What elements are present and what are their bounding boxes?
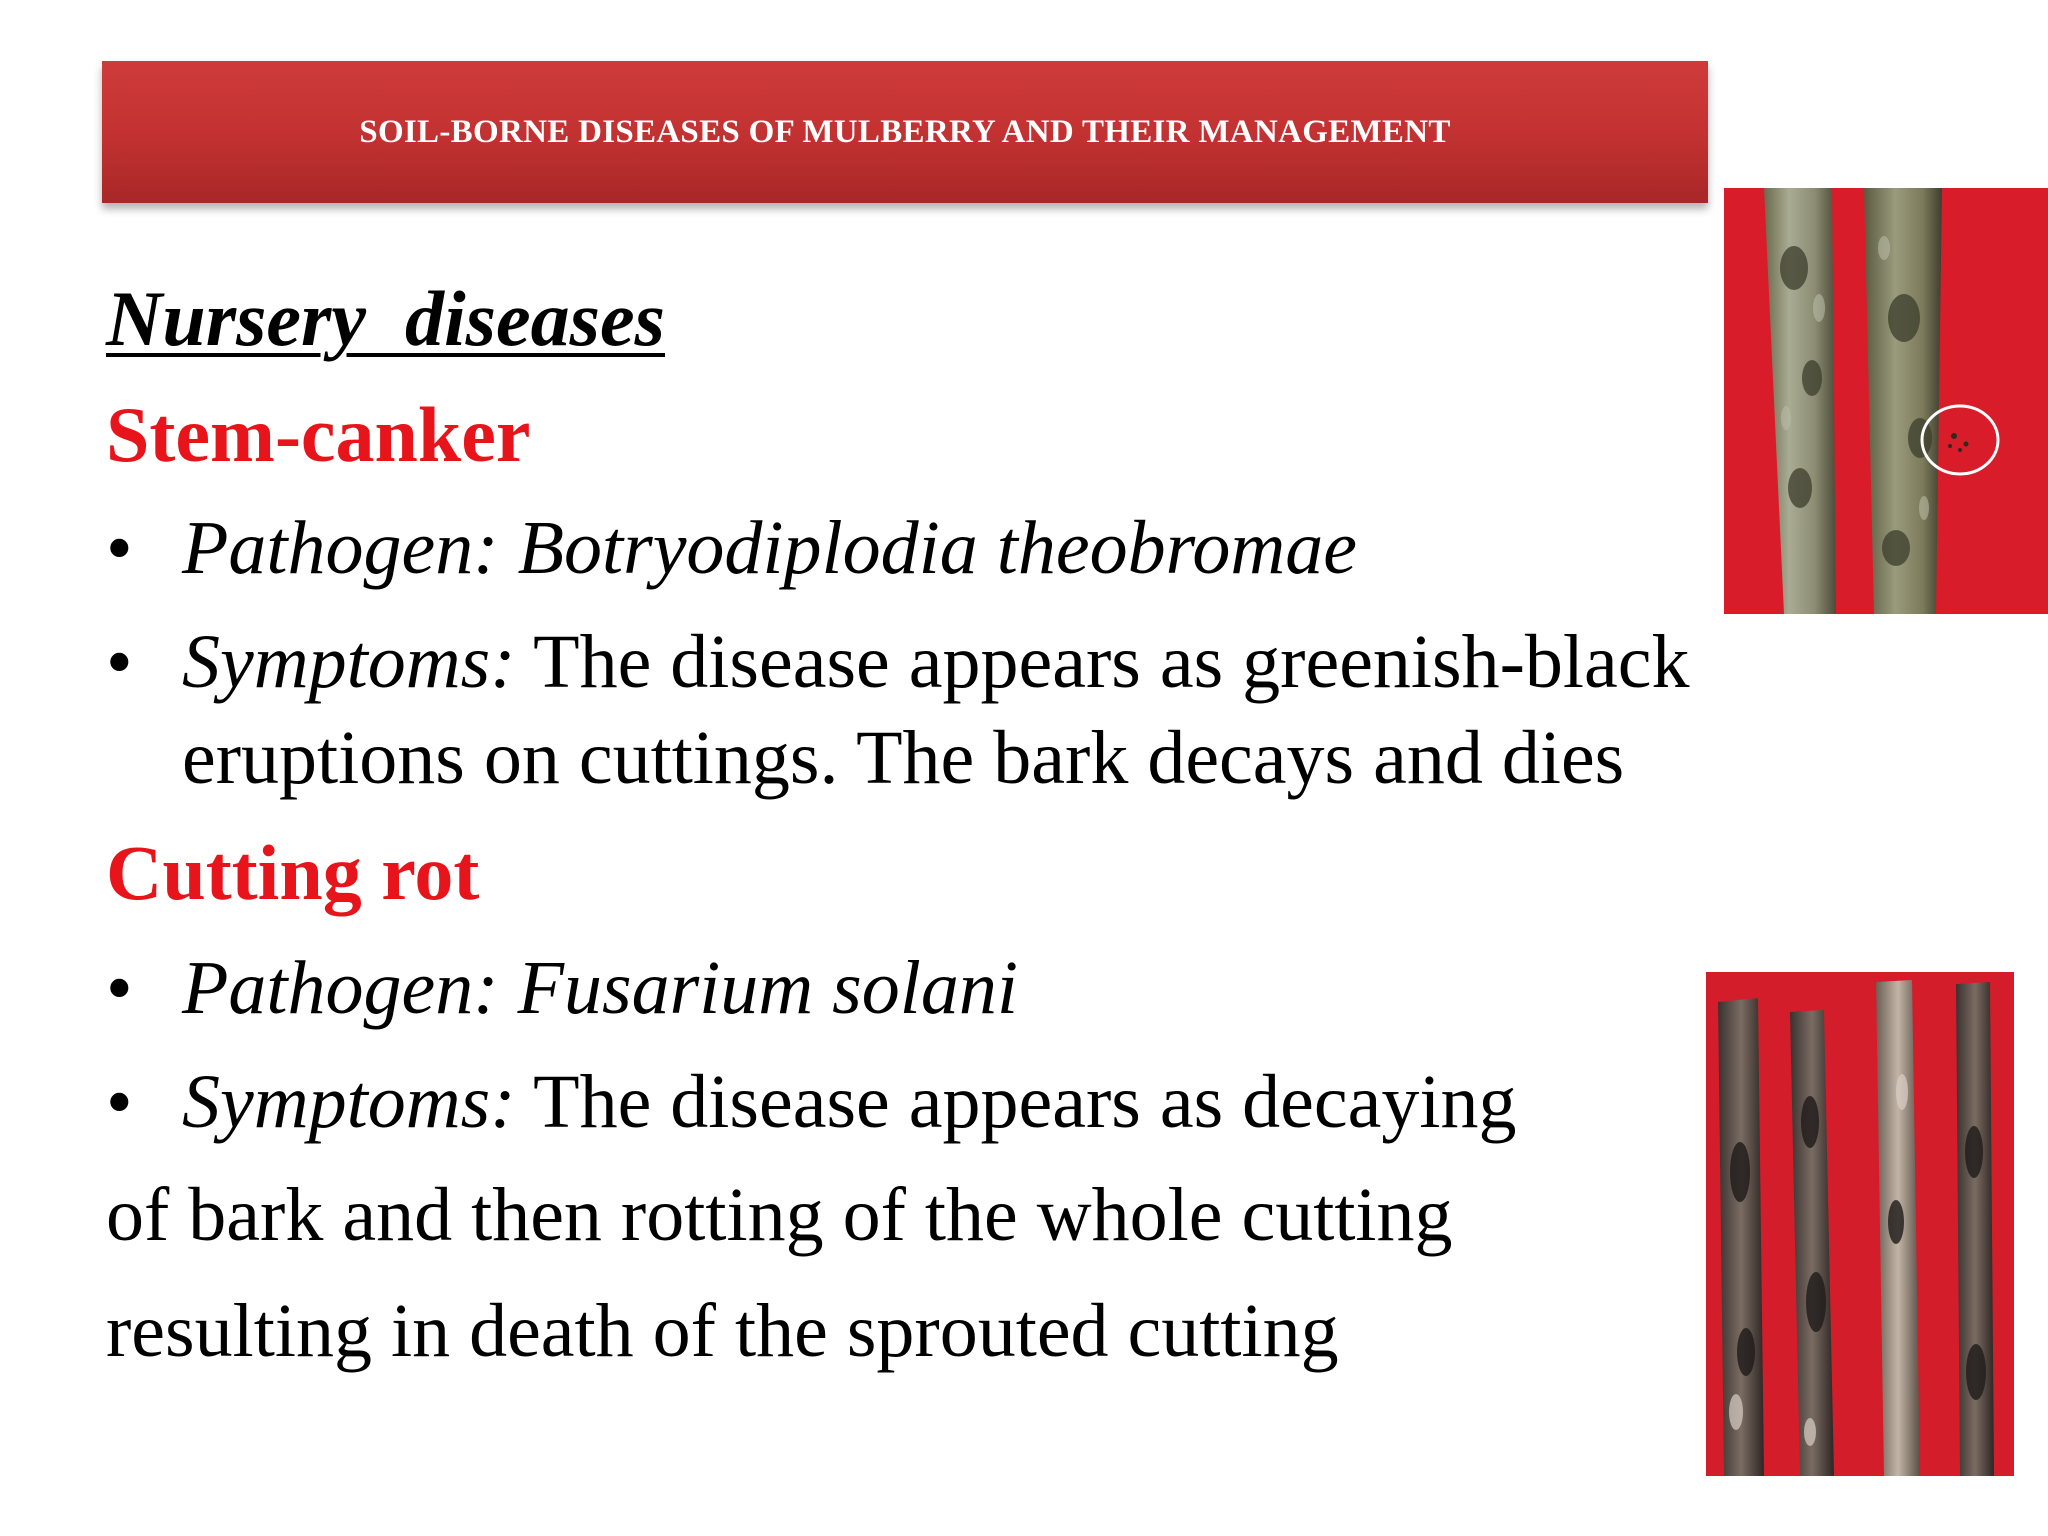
bullet-dot: •: [106, 620, 133, 704]
bullet-symptoms-cutting-rot: [106, 1054, 1806, 1150]
bullet-dot: •: [106, 946, 133, 1030]
stem-canker-photo: [1724, 188, 2048, 614]
symptoms-line-1: The disease appears as decaying: [515, 1060, 1517, 1144]
symptoms-label: Symptoms:: [182, 620, 516, 704]
symptoms-line-1: The disease appears as greenish-black: [515, 620, 1690, 704]
symptoms-continuation-1: of bark and then rotting of the whole cutting: [106, 1173, 1453, 1257]
disease-name-stem-canker: Stem-canker: [106, 391, 531, 478]
symptoms-text: [182, 1054, 1806, 1150]
bullet-pathogen-cutting-rot: [106, 940, 1806, 1036]
symptoms-line-2: eruptions on cuttings. The bark decays and dies: [182, 716, 1625, 800]
disease-name-cutting-rot: Cutting rot: [106, 829, 480, 916]
symptoms-continuation-2: resulting in death of the sprouted cutting: [106, 1289, 1339, 1373]
bullet-dot: •: [106, 506, 133, 590]
bullet-symptoms-stem-canker: [106, 614, 1806, 806]
pathogen-text: Pathogen: Botryodiplodia theobromae: [182, 506, 1357, 590]
symptoms-text: [182, 614, 1806, 806]
symptoms-label: Symptoms:: [182, 1060, 516, 1144]
bullet-dot: •: [106, 1060, 133, 1144]
slide-title: SOIL-BORNE DISEASES OF MULBERRY AND THEIR MANAGEMENT: [359, 113, 1451, 150]
pathogen-text: Pathogen: Fusarium solani: [182, 946, 1018, 1030]
cutting-rot-photo: [1706, 972, 2014, 1476]
title-banner: [102, 61, 1708, 203]
section-heading: Nursery diseases: [106, 275, 665, 362]
bullet-pathogen-stem-canker: [106, 500, 1806, 596]
